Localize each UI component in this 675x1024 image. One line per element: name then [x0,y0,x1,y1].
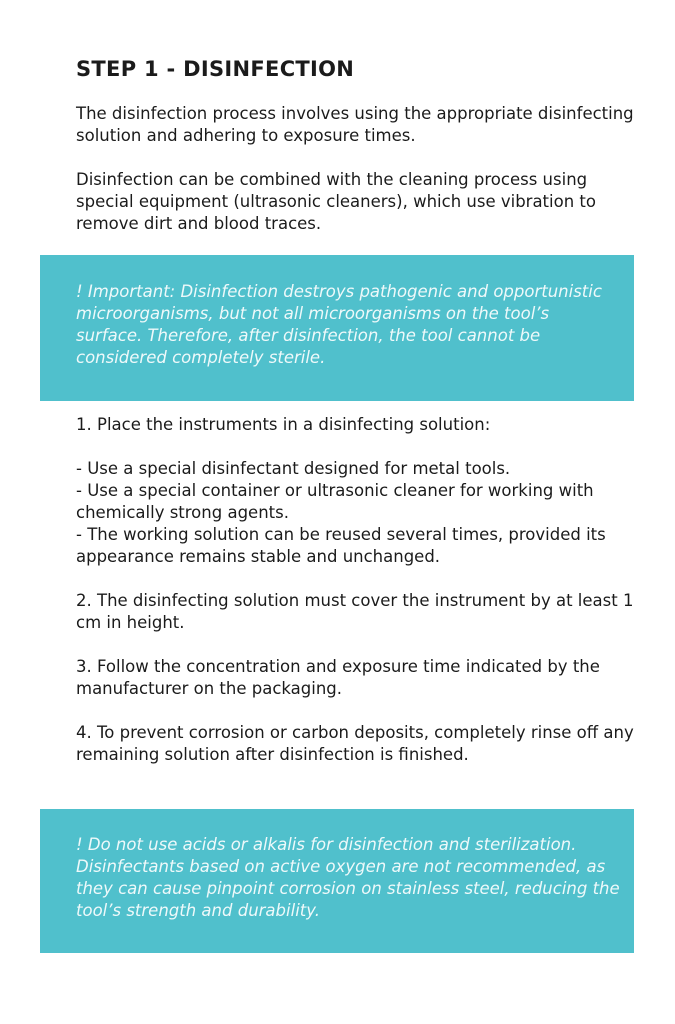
spacer [76,700,636,722]
warning-notice-box [40,809,634,953]
step-3-text: 3. Follow the concentration and exposure time indicated by the manufacturer on the packaging. [76,657,600,698]
important-notice-text: ! Important: Disinfection destroys pathogenic and opportunistic microorganisms, but not all microorganisms on the tool’s surface. Therefore, after disinfection, the tool cannot be considered completely sterile. [76,282,602,367]
spacer [76,568,636,590]
important-notice-box [40,255,634,401]
step-2-text: 2. The disinfecting solution must cover the instrument by at least 1 cm in height. [76,591,634,632]
warning-notice-text: ! Do not use acids or alkalis for disinfection and sterilization. Disinfectants based on active oxygen are not recommended, as they can cause pinpoint corrosion on stainless steel, reducing the tool’s strength and durability. [76,835,620,920]
spacer [76,147,636,169]
steps-section [76,414,636,766]
spacer [76,634,636,656]
step-4-text: 4. To prevent corrosion or carbon deposits, completely rinse off any remaining solution after disinfection is finished. [76,723,634,764]
intro-section [76,103,636,235]
bullet-item: - Use a special container or ultrasonic cleaner for working with chemically strong agents. [76,481,594,522]
spacer [76,436,636,458]
step-1-text: 1. Place the instruments in a disinfecting solution: [76,415,491,434]
intro-paragraph-2: Disinfection can be combined with the cleaning process using special equipment (ultrasonic cleaners), which use vibration to remove dirt and blood traces. [76,170,596,233]
intro-paragraph-1: The disinfection process involves using the appropriate disinfecting solution and adhering to exposure times. [76,104,634,145]
bullet-item: - The working solution can be reused several times, provided its appearance remains stable and unchanged. [76,525,606,566]
page-title: STEP 1 - DISINFECTION [76,57,355,81]
bullet-item: - Use a special disinfectant designed for metal tools. [76,459,511,478]
